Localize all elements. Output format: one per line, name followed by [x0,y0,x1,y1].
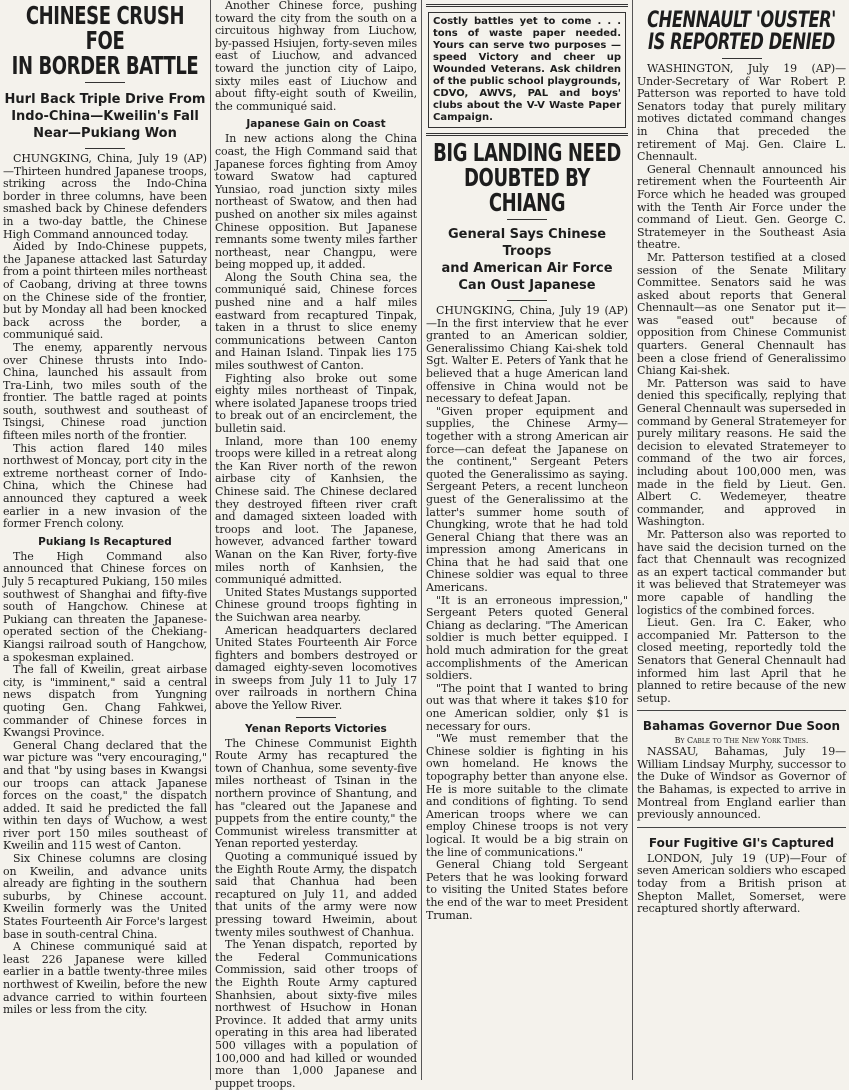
story2-deck [426,226,628,294]
subhead: Yenan Reports Victories [245,722,387,735]
paragraph: Mr. Patterson testified at a closed session of the Senate Military Committee. Senators said he was asked about reports that General Chennault—as one Senator put it—was "eased out" because of opposition from Chinese Communist quarters. General Chennault has been a close friend of Generalissimo Chiang Kai-shek. [637,250,846,378]
deck-line: and American Air Force [441,261,613,276]
paragraph: American headquarters declared United States Fourteenth Air Force fighters and bombers destroyed or damaged eighty-seven locomotives in sweeps from July 11 to July 17 over railroads in northern China above the Yellow River. [215,623,417,713]
headline-line: IS REPORTED DENIED [647,30,835,55]
column-1 [0,0,210,1080]
paragraph: The Chinese Communist Eighth Route Army has recaptured the town of Chanhua, some seventy-five miles northeast of Tsinan in the northern province of Shantung, and has "cleared out the Japanese and puppets from the entire county," the Communist wireless transmitter at Yenan reported yesterday. [215,736,417,851]
waste-paper-notice: Costly battles yet to come . . . tons of waste paper needed. Yours can serve two purposes — speed Victory and cheer up Wounded Veterans. Ask children of the public school playgrounds, CDVO, AWVS, PAL and boys' clubs about the V-V Waste Paper Campaign. [428,12,626,128]
paragraph: LONDON, July 19 (UP)—Four of seven American soldiers who escaped today from a British prison at Shepton Mallet, Somerset, were recaptured shortly afterward. [637,851,846,916]
paragraph: General Chennault announced his retirement when the Fourteenth Air Force which he headed was grouped with the Tenth Air Force under the command of Lieut. Gen. George C. Stratemeyer in the Southeast Asia theatre. [637,162,846,252]
paragraph: General Chang declared that the war picture was "very encouraging," and that "by using bases in Kwangsi our troops can attack Japanese forces on the coast," the dispatch added. It said he predicted the fall within ten days of Wuchow, a west river port 150 miles southeast of Kweilin and 115 west of Canton. [3,738,207,853]
column-rule [210,0,211,1080]
divider [637,827,846,828]
column-2 [212,0,420,1090]
deck-line: Indo-China—Kweilin's Fall [11,109,199,124]
paragraph: General Chiang told Sergeant Peters that he was looking forward to visiting the United States before the end of the war to meet President Truman. [426,858,628,922]
column-4 [634,0,849,1080]
story5-headline: Four Fugitive GI's Captured [648,835,835,850]
paragraph: The High Command also announced that Chinese forces on July 5 recaptured Pukiang, 150 miles southwest of Shanghai and fifty-five south of Hangchow. Chinese at Pukiang can threaten the Japanese-operated section of the Chekiang-Kiangsi railroad south of Hangchow, a spokesman explained. [3,549,207,664]
story1-deck [3,91,207,142]
paragraph: A Chinese communiqué said at least 226 Japanese were killed earlier in a battle twenty-three miles northwest of Kweilin, before the new advance carried to within fourteen miles or less from the city. [3,940,207,1017]
divider [85,148,125,149]
paragraph: Fighting also broke out some eighty miles northeast of Tinpak, where isolated Japanese troops tried to break out of an encirclement, the bulletin said. [215,371,417,435]
divider [637,710,846,711]
paragraph: Another Chinese force, pushing toward the city from the south on a circuitous highway from Liuchow, by-passed Hsiujen, forty-seven miles east of Liuchow, and advanced toward the junction city of Laipo, sixty miles east of Liuchow and about fifty-eight south of Kweilin, the communiqué said. [215,0,417,113]
headline-line: DOUBTED BY CHIANG [464,163,590,217]
paragraph: Quoting a communiqué issued by the Eighth Route Army, the dispatch said that Chanhua had been recaptured on July 11, and added that units of the army were now pressing toward Hweimin, about twenty miles southwest of Chanhua. [215,850,417,939]
paragraph: This action flared 140 miles northwest of Moncay, port city in the extreme northeast corner of Indo-China, which the Chinese had announced they captured a week earlier in a new invasion of the former French colony. [3,441,207,531]
story2-headline [430,140,624,215]
paragraph: Mr. Patterson was said to have denied this specifically, replying that General Chennault was superseded in command by General Stratemeyer for purely military reasons. He said the decision to elevated Stratemeyer to command of the two air forces, including about 100,000 men, was made in the field by Lieut. Gen. Albert C. Wedemeyer, theatre commander, and approved in Washington. [637,376,846,529]
divider [426,133,628,136]
paragraph: CHUNGKING, China, July 19 (AP)—Thirteen hundred Japanese troops, striking across the Indo-China border in three columns, have been smashed back by Chinese defenders in a two-day battle, the Chinese High Command announced today. [3,152,207,241]
deck-line: Near—Pukiang Won [33,126,177,141]
paragraph: United States Mustangs supported Chinese ground troops fighting in the Suichwan area nearby. [215,585,417,624]
paragraph: Along the South China sea, the communiqué said, Chinese forces pushed nine and a half miles eastward from recaptured Tinpak, taken in a thrust to slice enemy communications between Canton and Hainan Island. Tinpak lies 175 miles southwest of Canton. [215,270,417,373]
paragraph: Six Chinese columns are closing on Kweilin, and advance units already are fighting in the southern suburbs, by Chinese account. Kweilin formerly was the United States Fourteenth Air Force's largest base in south-central China. [3,852,207,941]
column-rule [421,0,422,1080]
divider [426,4,628,7]
divider [507,219,547,220]
divider [507,300,547,301]
paragraph: "The point that I wanted to bring out was that where it takes $10 for one American soldier, only $1 is necessary for ours. [426,681,628,733]
divider [722,58,762,59]
paragraph: Inland, more than 100 enemy troops were killed in a retreat along the Kan River north of the rewon airbase city of Kanhsien, the Chinese said. The Chinese declared they destroyed fifteen river craft and damaged sixteen loaded with troops and loot. The Japanese, however, advanced farther toward Wanan on the Kan River, forty-five miles north of Kanhsien, the communiqué admitted. [215,434,417,587]
deck-line: General Says Chinese Troops [447,227,607,259]
headline-line: CHINESE CRUSH FOE [25,1,185,55]
deck-line: Can Oust Japanese [458,278,596,293]
headline-line: IN BORDER BATTLE [11,51,199,80]
paragraph: In new actions along the China coast, the High Command said that Japanese forces fighting from Amoy toward Swatow had captured Yunsiao, road junction sixty miles northeast of Swatow, and then had pushed on another six miles against Chinese opposition. But Japanese remnants some twenty miles farther northeast, near Changpu, were being mopped up, it added. [215,132,417,272]
paragraph: WASHINGTON, July 19 (AP)—Under-Secretary of War Robert P. Patterson was reported to have told Senators today that purely military motives dictated command changes in China that preceded the retirement of Maj. Gen. Claire L. Chennault. [637,62,846,164]
divider [296,717,336,718]
paragraph: NASSAU, Bahamas, July 19—William Lindsay Murphy, successor to the Duke of Windsor as Governor of the Bahamas, is expected to arrive in Montreal from England earlier than previously announced. [637,745,846,822]
story4-headline: Bahamas Governor Due Soon [642,719,841,734]
deck-line: Hurl Back Triple Drive From [4,92,206,107]
paragraph: "Given proper equipment and supplies, the Chinese Army—together with a strong American air force—can defeat the Japanese on the continent," Sergeant Peters quoted the Generalissimo as saying. Sergeant Peters, a recent luncheon guest of the Generalissimo at the latter's summer home south of Chungking, wrote that he had told General Chiang that there was an impression among Americans in China that he had said that one Chinese soldier was equal to three Americans. [426,404,628,595]
paragraph: Mr. Patterson also was reported to have said the decision turned on the fact that Chennault was recognized as an expert tactical commander but it was believed that Stratemeyer was more capable of handling the logistics of the combined forces. [637,527,846,617]
subhead: Japanese Gain on Coast [246,118,386,131]
paragraph: "We must remember that the Chinese soldier is fighting in his own homeland. He knows the topography better than anyone else. He is more suitable to the climate and conditions of fighting. To send American troops where we can employ Chinese troops is not very logical. It would be a big strain on the line of communications." [426,732,628,859]
story3-headline [643,10,841,54]
headline-line: BIG LANDING NEED [433,138,621,167]
paragraph: The Yenan dispatch, reported by the Federal Communications Commission, said other troops of the Eighth Route Army captured Shanhsien, about sixty-five miles northwest of Hsuchow in Honan Province. It added that army units operating in this area had liberated 500 villages with a population of 100,000 and had killed or wounded more than 1,000 Japanese and puppet troops. [215,938,417,1090]
paragraph: "It is an erroneous impression," Sergeant Peters quoted General Chiang as declaring. "The American soldier is much better equipped. I hold much admiration for the great accomplishments of the American soldiers. [426,593,628,683]
column-3 [423,0,631,1080]
paragraph: The enemy, apparently nervous over Chinese thrusts into Indo-China, launched his assault from Tra-Linh, two miles south of the frontier. The battle raged at points south, southwest and southeast of Tsingsi, Chinese road junction fifteen miles north of the frontier. [3,340,207,443]
paragraph: Aided by Indo-Chinese puppets, the Japanese attacked last Saturday from a point thirteen miles northeast of Caobang, driving at three towns on the Chinese side of the frontier, but by Monday all had been knocked back across the border, a communiqué said. [3,240,207,342]
column-rule [632,0,633,1080]
story1-headline [7,3,202,78]
paragraph: The fall of Kweilin, great airbase city, is "imminent," said a central news dispatch from Yungning quoting Gen. Chang Fahkwei, commander of Chinese forces in Kwangsi Province. [3,663,207,740]
paragraph: Lieut. Gen. Ira C. Eaker, who accompanied Mr. Patterson to the closed meeting, reportedly told the Senators that General Chennault had informed him last April that he planned to retire because of the new setup. [637,616,846,705]
headline-line: CHENNAULT 'OUSTER' [647,8,836,33]
subhead: Pukiang Is Recaptured [38,535,172,548]
divider [85,82,125,83]
paragraph: CHUNGKING, China, July 19 (AP)—In the first interview that he ever granted to an American soldier, Generalissimo Chiang Kai-shek told Sgt. Walter E. Peters of Yank that he believed that a huge American land offensive in China would not be necessary to defeat Japan. [426,304,628,406]
credit-line: By Cable to The New York Times. [674,736,809,746]
